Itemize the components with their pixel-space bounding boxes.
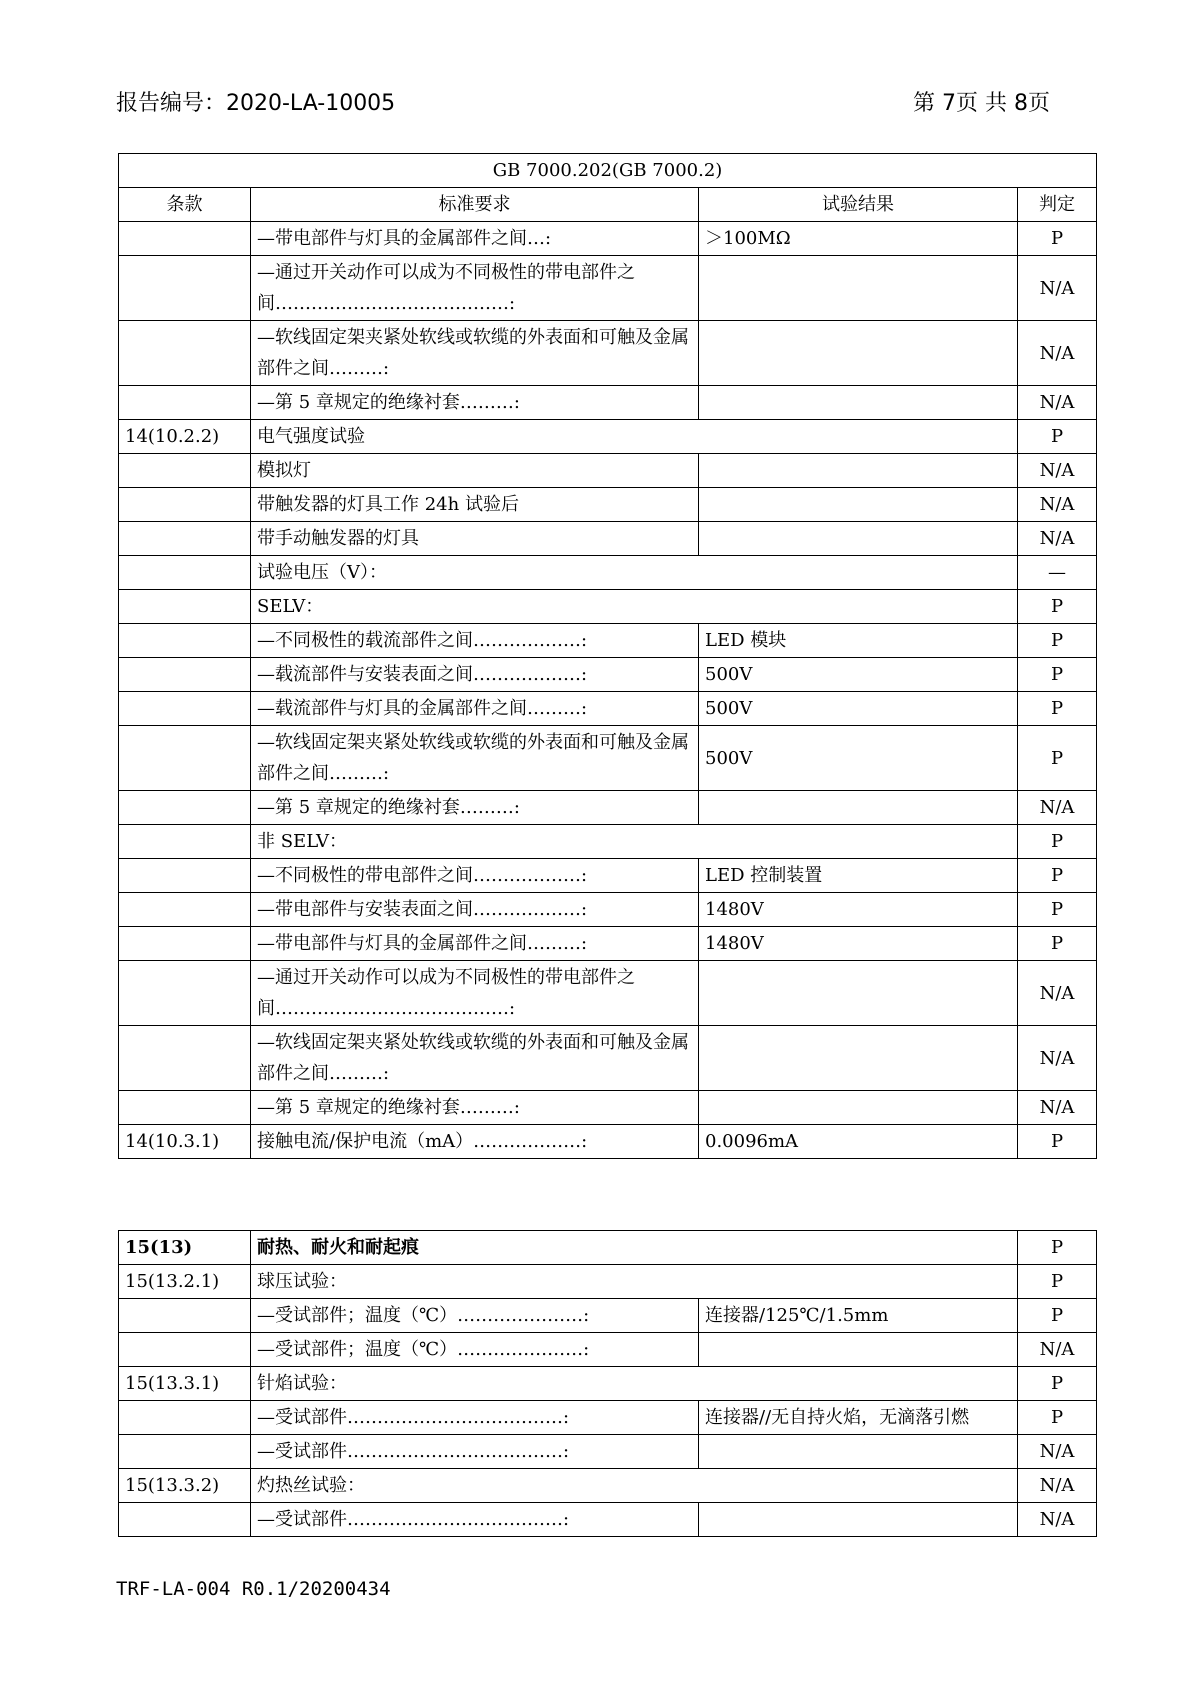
requirement-cell: —载流部件与安装表面之间………………:	[251, 658, 699, 692]
verdict-cell: N/A	[1018, 321, 1097, 386]
clause-cell	[119, 590, 251, 624]
verdict-cell: N/A	[1018, 791, 1097, 825]
requirement-cell: —软线固定架夹紧处软线或软缆的外表面和可触及金属部件之间………:	[251, 1026, 699, 1091]
verdict-cell: P	[1018, 1401, 1097, 1435]
clause-cell	[119, 726, 251, 791]
clause-cell	[119, 522, 251, 556]
test-table	[118, 153, 1097, 1159]
report-number: 报告编号：2020-LA-10005	[116, 91, 396, 116]
verdict-cell: P	[1018, 590, 1097, 624]
table-row	[119, 825, 1097, 859]
result-cell: 连接器/125℃/1.5mm	[699, 1299, 1018, 1333]
table-row	[119, 420, 1097, 454]
requirement-cell: 接触电流/保护电流（mA）………………:	[251, 1125, 699, 1159]
result-cell	[699, 1503, 1018, 1537]
verdict-cell: P	[1018, 859, 1097, 893]
table-title-row	[119, 154, 1097, 188]
verdict-cell: N/A	[1018, 522, 1097, 556]
result-cell: LED 模块	[699, 624, 1018, 658]
verdict-cell: P	[1018, 658, 1097, 692]
verdict-cell: N/A	[1018, 1026, 1097, 1091]
result-cell: ＞100MΩ	[699, 222, 1018, 256]
table-row	[119, 1333, 1097, 1367]
clause-cell: 15(13.3.2)	[119, 1469, 251, 1503]
page-header	[116, 86, 1050, 126]
clause-cell	[119, 222, 251, 256]
clause-cell: 15(13)	[119, 1231, 251, 1265]
clause-cell: 14(10.3.1)	[119, 1125, 251, 1159]
result-cell	[699, 1026, 1018, 1091]
clause-cell: 15(13.3.1)	[119, 1367, 251, 1401]
verdict-cell: N/A	[1018, 256, 1097, 321]
clause-cell	[119, 893, 251, 927]
verdict-cell: P	[1018, 1265, 1097, 1299]
requirement-cell: —软线固定架夹紧处软线或软缆的外表面和可触及金属部件之间………:	[251, 726, 699, 791]
requirement-cell: —载流部件与灯具的金属部件之间………:	[251, 692, 699, 726]
verdict-cell: N/A	[1018, 1503, 1097, 1537]
result-cell: 连接器//无自持火焰，无滴落引燃	[699, 1401, 1018, 1435]
clause-cell	[119, 658, 251, 692]
verdict-cell: N/A	[1018, 961, 1097, 1026]
requirement-cell: —带电部件与灯具的金属部件之间…:	[251, 222, 699, 256]
clause-cell	[119, 556, 251, 590]
verdict-cell: N/A	[1018, 1435, 1097, 1469]
verdict-cell: P	[1018, 1299, 1097, 1333]
clause-cell: 15(13.2.1)	[119, 1265, 251, 1299]
clause-cell	[119, 1435, 251, 1469]
requirement-cell: 灼热丝试验：	[251, 1469, 1018, 1503]
table-row	[119, 726, 1097, 791]
table-header-row	[119, 188, 1097, 222]
section-title: 耐热、耐火和耐起痕	[251, 1231, 1018, 1265]
clause-cell	[119, 791, 251, 825]
verdict-cell: P	[1018, 692, 1097, 726]
requirement-cell: —第 5 章规定的绝缘衬套………:	[251, 1091, 699, 1125]
table-row	[119, 1435, 1097, 1469]
clause-cell	[119, 321, 251, 386]
requirement-cell: 带触发器的灯具工作 24h 试验后	[251, 488, 699, 522]
verdict-cell: N/A	[1018, 386, 1097, 420]
result-cell: 500V	[699, 658, 1018, 692]
result-cell	[699, 1333, 1018, 1367]
clause-cell	[119, 1026, 251, 1091]
clause-cell	[119, 488, 251, 522]
table-row	[119, 386, 1097, 420]
verdict-cell: N/A	[1018, 488, 1097, 522]
table-row	[119, 1503, 1097, 1537]
requirement-cell: —受试部件………………………………:	[251, 1401, 699, 1435]
verdict-cell: P	[1018, 825, 1097, 859]
result-cell: 1480V	[699, 893, 1018, 927]
result-cell	[699, 488, 1018, 522]
requirement-cell: —不同极性的载流部件之间………………:	[251, 624, 699, 658]
requirement-cell: —受试部件；温度（℃）…………………:	[251, 1299, 699, 1333]
verdict-cell: N/A	[1018, 1333, 1097, 1367]
requirement-cell: —通过开关动作可以成为不同极性的带电部件之间…………………………………:	[251, 256, 699, 321]
requirement-cell: —软线固定架夹紧处软线或软缆的外表面和可触及金属部件之间………:	[251, 321, 699, 386]
requirement-cell: —第 5 章规定的绝缘衬套………:	[251, 791, 699, 825]
table-row	[119, 791, 1097, 825]
table-row	[119, 321, 1097, 386]
clause-cell	[119, 1299, 251, 1333]
clause-cell	[119, 927, 251, 961]
result-cell: 500V	[699, 692, 1018, 726]
requirement-cell: SELV：	[251, 590, 1018, 624]
result-cell: 1480V	[699, 927, 1018, 961]
table-row	[119, 961, 1097, 1026]
table-row	[119, 1299, 1097, 1333]
table-row	[119, 1026, 1097, 1091]
result-cell	[699, 522, 1018, 556]
clause-cell: 14(10.2.2)	[119, 420, 251, 454]
requirement-cell: 试验电压（V）：	[251, 556, 1018, 590]
table-row	[119, 658, 1097, 692]
result-cell	[699, 791, 1018, 825]
header-verdict: 判定	[1018, 188, 1097, 222]
table-row	[119, 522, 1097, 556]
page-number: 第 7页 共 8页	[913, 91, 1050, 116]
result-cell	[699, 256, 1018, 321]
clause-cell	[119, 859, 251, 893]
standard-title: GB 7000.202(GB 7000.2)	[119, 154, 1097, 188]
section-heading-row	[119, 1231, 1097, 1265]
requirement-cell: —受试部件………………………………:	[251, 1503, 699, 1537]
verdict-cell: P	[1018, 222, 1097, 256]
result-cell	[699, 1091, 1018, 1125]
table-row	[119, 927, 1097, 961]
verdict-cell: P	[1018, 624, 1097, 658]
clause-cell	[119, 1503, 251, 1537]
verdict-cell: P	[1018, 927, 1097, 961]
clause-cell	[119, 386, 251, 420]
form-code: TRF-LA-004 R0.1/20200434	[116, 1578, 391, 1600]
requirement-cell: 带手动触发器的灯具	[251, 522, 699, 556]
requirement-cell: 模拟灯	[251, 454, 699, 488]
requirement-cell: 针焰试验：	[251, 1367, 1018, 1401]
table-row	[119, 454, 1097, 488]
header-result: 试验结果	[699, 188, 1018, 222]
verdict-cell: P	[1018, 1231, 1097, 1265]
table-row	[119, 859, 1097, 893]
verdict-cell: N/A	[1018, 454, 1097, 488]
requirement-cell: —带电部件与灯具的金属部件之间………:	[251, 927, 699, 961]
table-row	[119, 256, 1097, 321]
table-row	[119, 624, 1097, 658]
requirement-cell: —受试部件………………………………:	[251, 1435, 699, 1469]
verdict-cell: N/A	[1018, 1469, 1097, 1503]
requirement-cell: —不同极性的带电部件之间………………:	[251, 859, 699, 893]
result-cell	[699, 386, 1018, 420]
table-row	[119, 692, 1097, 726]
clause-cell	[119, 624, 251, 658]
clause-cell	[119, 961, 251, 1026]
clause-cell	[119, 825, 251, 859]
verdict-cell: P	[1018, 726, 1097, 791]
requirement-cell: —第 5 章规定的绝缘衬套………:	[251, 386, 699, 420]
verdict-cell: —	[1018, 556, 1097, 590]
verdict-cell: P	[1018, 1367, 1097, 1401]
requirement-cell: 非 SELV：	[251, 825, 1018, 859]
result-cell: LED 控制装置	[699, 859, 1018, 893]
table-row	[119, 1265, 1097, 1299]
verdict-cell: P	[1018, 893, 1097, 927]
table-row	[119, 1367, 1097, 1401]
result-cell: 500V	[699, 726, 1018, 791]
result-cell	[699, 321, 1018, 386]
table-row	[119, 590, 1097, 624]
verdict-cell: P	[1018, 420, 1097, 454]
heat-fire-table	[118, 1230, 1097, 1537]
clause-cell	[119, 256, 251, 321]
requirement-cell: 球压试验：	[251, 1265, 1018, 1299]
verdict-cell: N/A	[1018, 1091, 1097, 1125]
header-clause: 条款	[119, 188, 251, 222]
clause-cell	[119, 1401, 251, 1435]
requirement-cell: —通过开关动作可以成为不同极性的带电部件之间…………………………………:	[251, 961, 699, 1026]
requirement-cell: —带电部件与安装表面之间………………:	[251, 893, 699, 927]
table-row	[119, 893, 1097, 927]
table-row	[119, 556, 1097, 590]
table-row	[119, 488, 1097, 522]
requirement-cell: —受试部件；温度（℃）…………………:	[251, 1333, 699, 1367]
clause-cell	[119, 692, 251, 726]
table-row	[119, 1469, 1097, 1503]
verdict-cell: P	[1018, 1125, 1097, 1159]
table-row	[119, 1125, 1097, 1159]
table-row	[119, 222, 1097, 256]
clause-cell	[119, 454, 251, 488]
header-requirement: 标准要求	[251, 188, 699, 222]
result-cell: 0.0096mA	[699, 1125, 1018, 1159]
clause-cell	[119, 1333, 251, 1367]
result-cell	[699, 454, 1018, 488]
requirement-cell: 电气强度试验	[251, 420, 1018, 454]
clause-cell	[119, 1091, 251, 1125]
table-row	[119, 1401, 1097, 1435]
result-cell	[699, 961, 1018, 1026]
table-row	[119, 1091, 1097, 1125]
result-cell	[699, 1435, 1018, 1469]
